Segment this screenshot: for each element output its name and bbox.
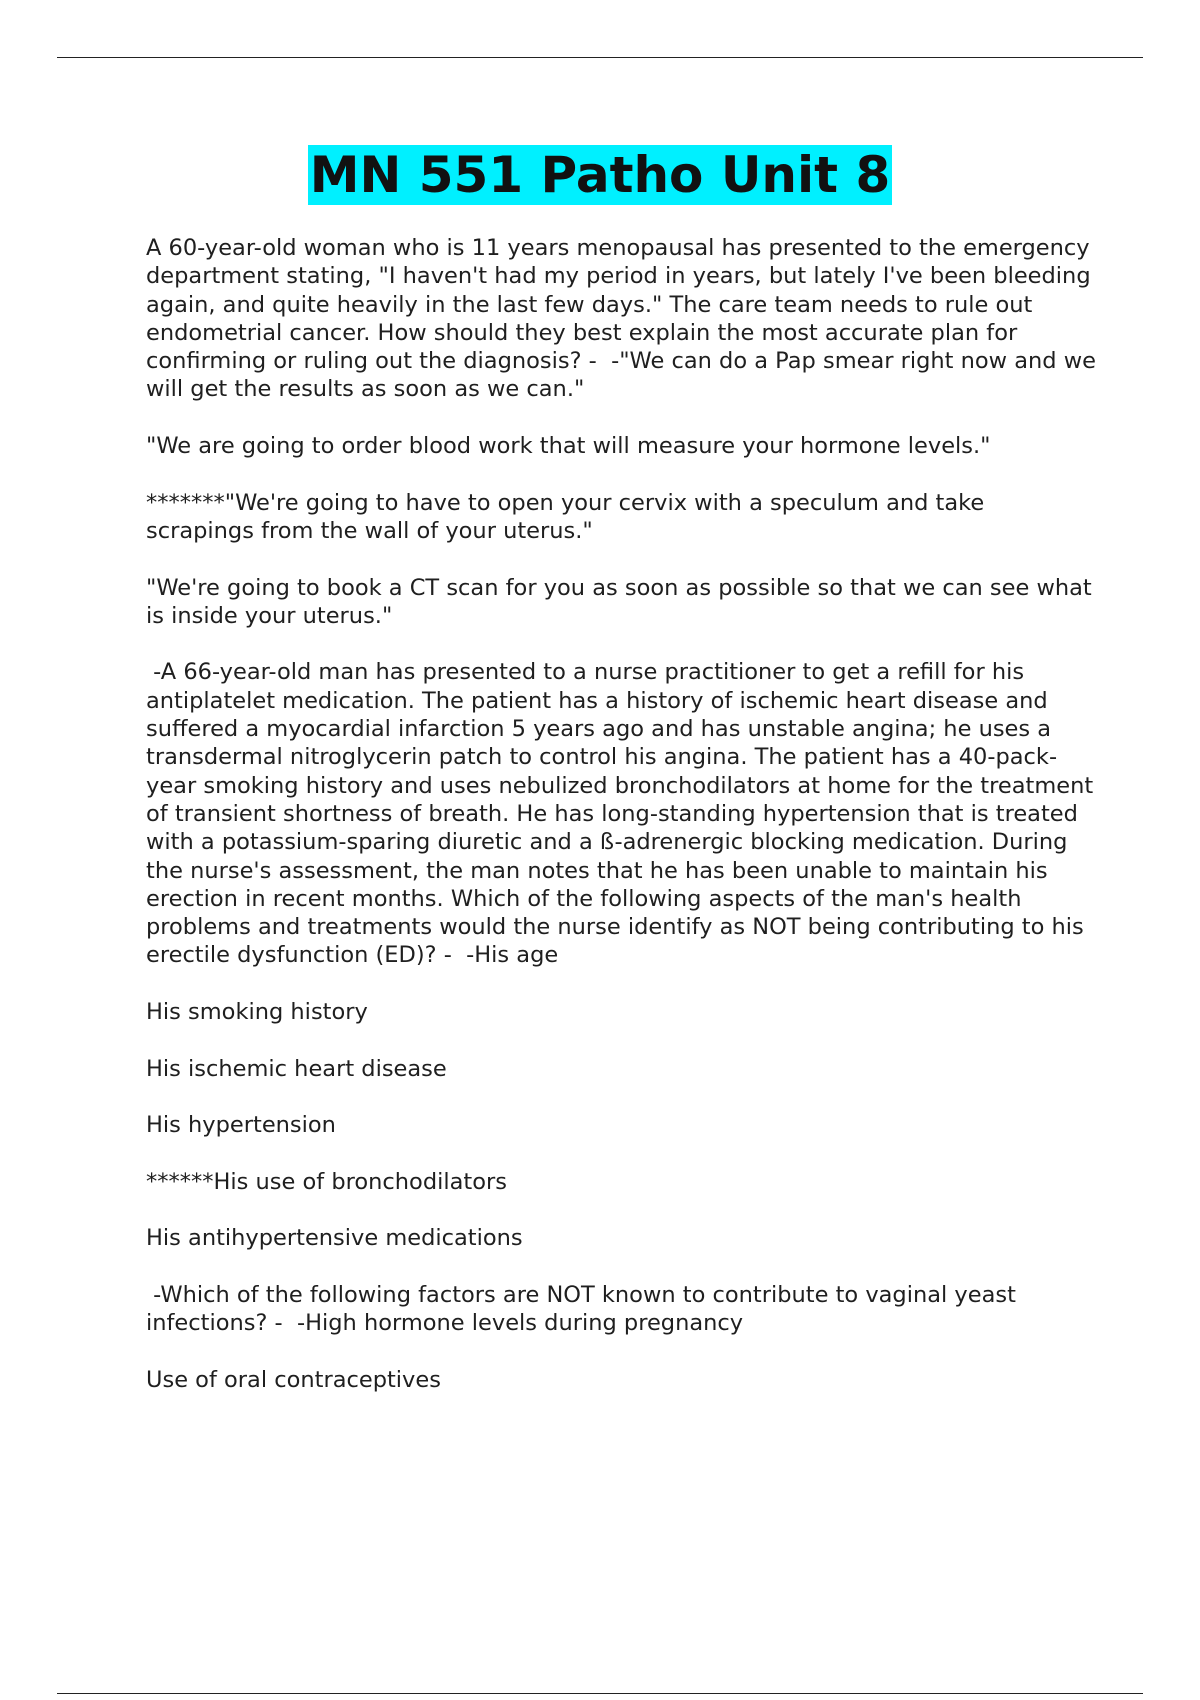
question-1-option: "We are going to order blood work that will measure your hormone levels." [146,433,991,460]
question-2-stem: -A 66-year-old man has presented to a nurse practitioner to get a refill for his antiplatelet medication. The patient has a history of ischemic heart disease and suffered a myocardial infarction 5 years ago and has unstable angina; he uses a transdermal nitroglycerin patch to control his angina. The patient has a 40-pack-year smoking history and uses nebulized bronchodilators at home for the treatment of transient shortness of breath. He has long-standing hypertension that is treated with a potassium-sparing diuretic and a ß-adrenergic blocking medication. During the nurse's assessment, the man notes that he has been unable to maintain his erection in recent months. Which of the following aspects of the man's health problems and treatments would the nurse identify as NOT being contributing to his erectile dysfunction (ED)? - -His age [146,659,1101,969]
question-2-option: His antihypertensive medications [146,1225,523,1252]
question-1-stem: A 60-year-old woman who is 11 years menopausal has presented to the emergency department stating, "I haven't had my period in years, but lately I've been bleeding again, and quite heavily in the last few days." The care team needs to rule out endometrial cancer. How should they best explain the most accurate plan for confirming or ruling out the diagnosis? - -"We can do a Pap smear right now and we will get the results as soon as we can." [146,235,1104,403]
bottom-divider [57,1693,1143,1694]
question-2-option: His ischemic heart disease [146,1055,447,1082]
question-1-option: "We're going to book a CT scan for you as soon as possible so that we can see what is inside your uterus." [146,574,1099,629]
question-3-stem: -Which of the following factors are NOT known to contribute to vaginal yeast infections? - -High hormone levels during pregnancy [146,1281,1024,1337]
question-2-option: His hypertension [146,1112,336,1139]
document-title: MN 551 Patho Unit 8 [309,146,891,204]
question-2-option: His smoking history [146,999,368,1026]
document-body [146,234,1104,1422]
top-divider [57,57,1143,58]
question-3-option: Use of oral contraceptives [146,1366,441,1393]
question-2-answer: ******His use of bronchodilators [146,1168,507,1195]
title-container [0,145,1200,205]
question-1-answer: *******"We're going to have to open your cervix with a speculum and take scrapings from the wall of your uterus." [146,489,992,544]
